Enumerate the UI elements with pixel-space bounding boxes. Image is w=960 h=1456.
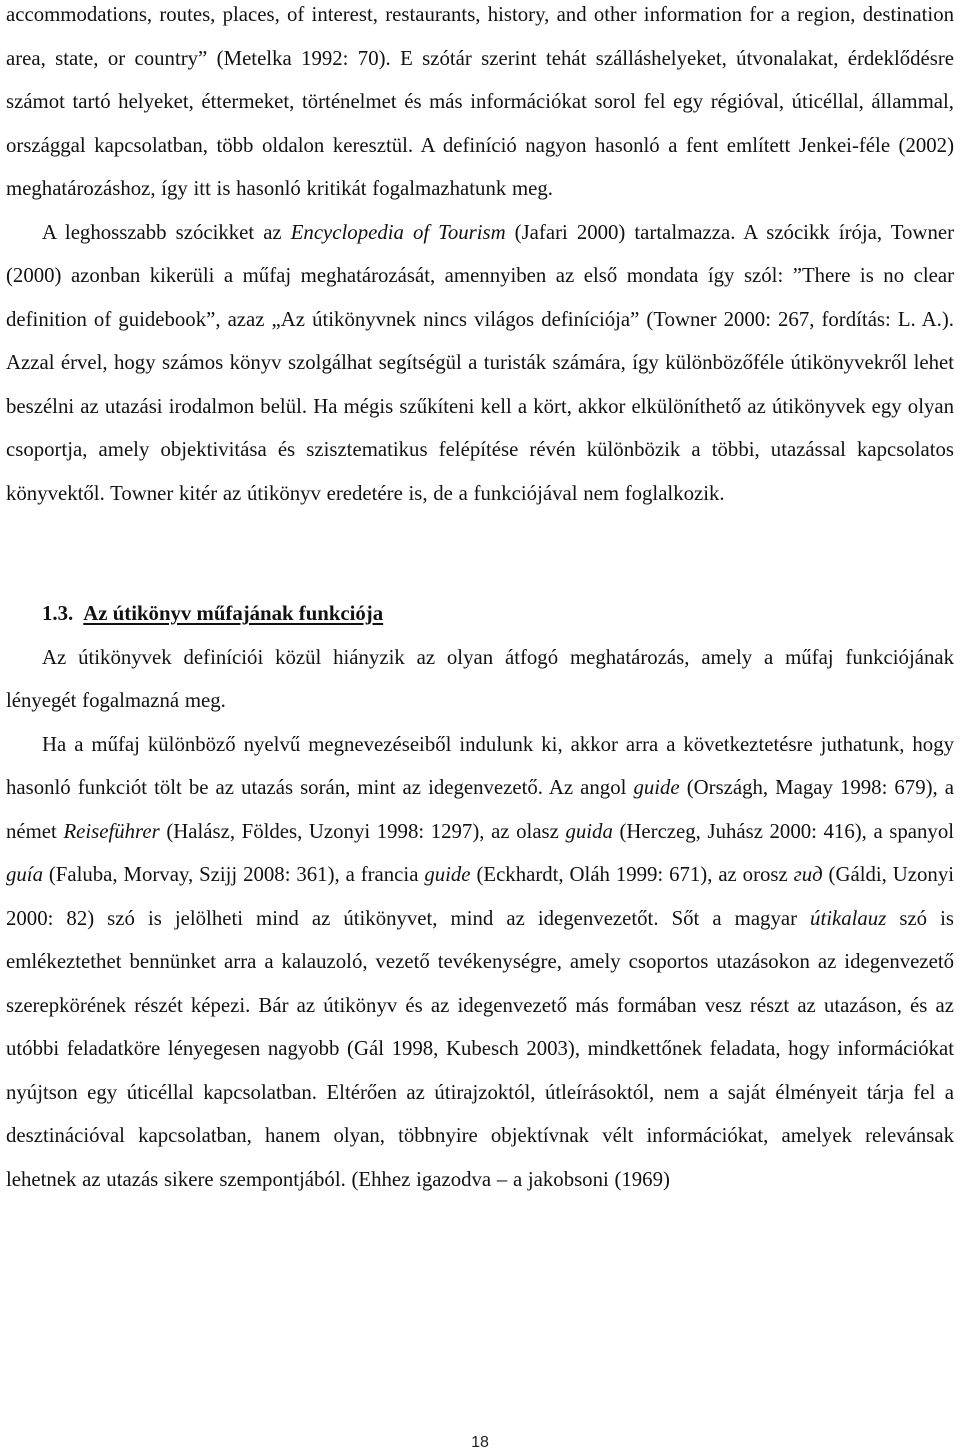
italic-run: guide <box>633 776 680 799</box>
text-run: A leghosszabb szócikket az <box>42 220 291 244</box>
text-run: (Halász, Földes, Uzonyi 1998: 1297), az olasz <box>159 819 566 843</box>
document-page <box>6 0 954 1201</box>
italic-run: Encyclopedia of Tourism <box>290 220 506 244</box>
section-number: 1.3. <box>42 602 74 625</box>
text-run: (Országh, Magay 1998: 679), a német <box>6 776 954 843</box>
paragraph <box>6 211 954 516</box>
paragraph <box>6 636 954 723</box>
text-run: (Jafari 2000) tartalmazza. A szócikk írója, Towner (2000) azonban kikerüli a műfaj meghatározását, amennyiben az első mondata így szól: ”There is no clear definition of guidebook”, azaz „Az útikönyvnek nincs világos definíciója” (Towner 2000: 267, fordítás: L. A.). Azzal érvel, hogy számos könyv szolgálhat segítségül a turisták számára, így különbözőféle útikönyvekről lehet beszélni az utazási irodalmon belül. Ha mégis szűkíteni kell a kört, akkor elkülöníthető az útikönyvek egy olyan csoportja, amely objektivitása és szisztematikus felépítése révén különbözik a többi, utazással kapcsolatos könyvektől. Towner kitér az útikönyv eredetére is, de a funkciójával nem foglalkozik. <box>6 220 955 505</box>
text-run: (Faluba, Morvay, Szijj 2008: 361), a francia <box>42 863 425 886</box>
text-run: accommodations, routes, places, of interest, restaurants, history, and other information for a region, destination area, state, or country” (Metelka 1992: 70). E szótár szerint tehát szálláshelyeket, útvonalakat, érdeklődésre számot tartó helyeket, éttermeket, történelmet és más információkat sorol fel egy régióval, úticéllal, állammal, országgal kapcsolatban, több oldalon keresztül. A definíció nagyon hasonló a fent említett Jenkei-féle (2002) meghatározáshoz, így itt is hasonló kritikát fogalmazhatunk meg. <box>6 3 954 200</box>
text-run: (Herczeg, Juhász 2000: 416), a spanyol <box>612 819 954 843</box>
italic-run: útikalauz <box>810 906 887 930</box>
text-run: (Gáldi, Uzonyi 2000: 82) szó is jelölheti mind az útikönyvet, mind az idegenvezetőt. Sőt a magyar <box>6 863 954 930</box>
italic-run: guía <box>6 863 43 886</box>
italic-run: guide <box>424 863 471 886</box>
text-run: Az útikönyvek definíciói közül hiányzik az olyan átfogó meghatározás, amely a műfaj funkciójának lényegét fogalmazná meg. <box>6 645 954 712</box>
text-run: (Eckhardt, Oláh 1999: 671), az orosz <box>470 863 794 886</box>
text-run: Ha a műfaj különböző nyelvű megnevezéseiből indulunk ki, akkor arra a következtetésre juthatunk, hogy hasonló funkciót tölt be az utazás során, mint az idegenvezető. Az angol <box>6 732 954 799</box>
section-heading <box>42 592 954 636</box>
italic-run: Reiseführer <box>63 819 160 843</box>
text-run: szó is emlékeztethet bennünket arra a kalauzoló, vezető tevékenységre, amely csoportos utazásokon az idegenvezető szerepkörének részét képezi. Bár az útikönyv és az idegenvezető más formában vesz részt az utazáson, és az utóbbi feladatköre lényegesen nagyobb (Gál 1998, Kubesch 2003), mindkettőnek feladata, hogy információkat nyújtson egy úticéllal kapcsolatban. Eltérően az útirajzoktól, útleírásoktól, nem a saját élményeit tárja fel a desztinációval kapcsolatban, hanem olyan, többnyire objektívnak vélt információkat, amelyek relevánsak lehetnek az utazás sikere szempontjából. (Ehhez igazodva – a jakobsoni (1969) <box>6 906 954 1191</box>
paragraph <box>6 0 954 211</box>
italic-run: guida <box>565 819 613 843</box>
section-title: Az útikönyv műfajának funkciója <box>83 602 384 625</box>
italic-run: гид <box>793 863 823 886</box>
page-number: 18 <box>471 1434 489 1451</box>
paragraph <box>6 723 954 1202</box>
